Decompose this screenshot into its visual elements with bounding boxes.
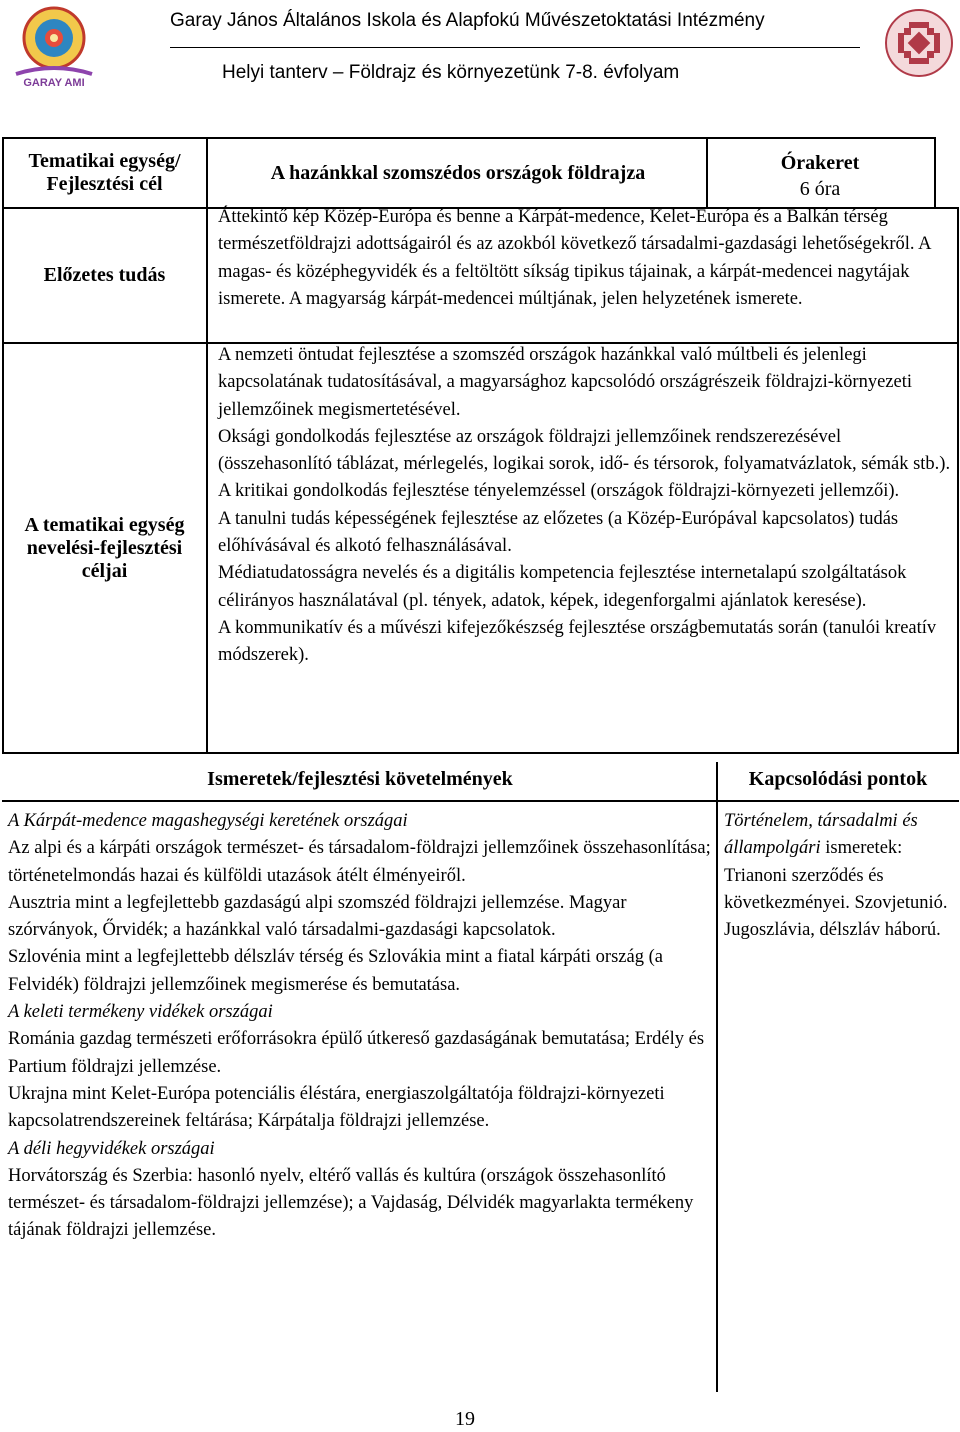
table-divider-col	[206, 137, 208, 753]
goal-paragraph: Médiatudatosságra nevelés és a digitális kompetencia fejlesztése internetalapú szolgáltatások célirányos használatával (pl. tények, adatok, képek, idegenforgalmi ajánlatok keresése).	[218, 563, 907, 611]
requirement-paragraph: Románia gazdag természeti erőforrásokra épülő útkereső gazdaságának bemutatása; Erdély és Partium földrajzi jellemzése.	[8, 1029, 705, 1077]
connections-heading: Kapcsolódási pontok	[748, 768, 928, 790]
table-border-top	[2, 137, 936, 139]
section-heading: A déli hegyvidékek országai	[8, 1138, 215, 1159]
connection-details: ismeretek: Trianoni szerződés és következményei. Szovjetunió. Jugoszlávia, délszláv háború.	[724, 838, 948, 941]
goal-paragraph: A nemzeti öntudat fejlesztése a szomszéd országok hazánkkal való múltbeli és jelenlegi kapcsolatának tudatosításával, a magyarsághoz kapcsolódó országrészeik földrajzi-környezeti jellemzőinek megismertetésével.	[218, 345, 912, 420]
req-table-header-rule	[2, 800, 959, 802]
logo-text: GARAY AMI	[23, 77, 85, 89]
table-border-right-top	[934, 137, 936, 207]
section-heading: A keleti termékeny vidékek országai	[8, 1002, 273, 1023]
header-rule	[170, 47, 860, 48]
page-header	[0, 0, 960, 100]
orakeret-value: 6 óra	[799, 178, 841, 200]
goal-paragraph: A kritikai gondolkodás fejlesztése tényelemzéssel (országok földrajzi-környezeti jellemzői).	[218, 481, 900, 502]
orakeret-cell	[706, 150, 934, 202]
connection-subject: Történelem, társadalmi és állampolgári	[724, 811, 918, 859]
requirement-paragraph: Ausztria mint a legfejlettebb gazdaságú alpi szomszéd földrajzi jellemzése. Magyar szórványok, Őrvidék; a hazánkkal való társadalmi-gazdasági kapcsolatok.	[8, 892, 627, 941]
row-label-tematikai-egyseg: Tematikai egység/ Fejlesztési cél	[28, 150, 181, 195]
orakeret-label: Órakeret	[780, 152, 860, 174]
school-name: Garay János Általános Iskola és Alapfokú Művészetoktatási Intézmény	[170, 10, 765, 31]
requirements-heading: Ismeretek/fejlesztési követelmények	[207, 768, 513, 790]
requirement-paragraph: Ukrajna mint Kelet-Európa potenciális éléstára, energiaszolgáltatója földrajzi-környezeti kapcsolatrendszereinek feltárása; Kárpátalja földrajzi jellemzése.	[8, 1083, 665, 1132]
prior-knowledge-text	[218, 204, 953, 313]
goal-paragraph: A tanulni tudás képességének fejlesztése az előzetes (a Közép-Európával kapcsolatos) tudás előhívásával és alkotó felhasználásával.	[218, 508, 899, 557]
requirement-paragraph: Szlovénia mint a legfejlettebb délszláv térség és Szlovákia mint a fiatal kárpáti ország (a Felvidék) földrajzi jellemzőinek megismerése és bemutatása.	[8, 947, 663, 995]
school-logo-left	[6, 4, 102, 90]
requirement-paragraph: Az alpi és a kárpáti országok természet- és társadalom-földrajzi jellemzőinek összehasonlítása; történetelmondás hazai és külföldi utazások átélt élményeiről.	[8, 838, 711, 886]
page-number: 19	[455, 1408, 475, 1430]
goal-paragraph: Oksági gondolkodás fejlesztése az országok földrajzi jellemzőinek rendszerezésével (összehasonlító táblázat, mérlegelés, logikai sorok, idő- és térsorok, folyamatvázlatok, sémák stb.).	[218, 426, 951, 475]
school-logo-right	[884, 8, 954, 78]
row-label-elozetes-tudas: Előzetes tudás	[43, 264, 166, 286]
topic-title: A hazánkkal szomszédos országok földrajza	[270, 162, 646, 184]
connections-body	[724, 808, 956, 944]
requirement-paragraph: Horvátország és Szerbia: hasonló nyelv, eltérő vallás és kultúra (országok összehasonlító természet- és társadalom-földrajzi jellemzése); a Vajdaság, Délvidék magyarlakta termékeny tájának földrajzi jellemzése.	[8, 1165, 694, 1241]
req-table-col-divider	[716, 762, 718, 1392]
table-border-bottom	[2, 752, 959, 754]
document-subtitle: Helyi tanterv – Földrajz és környezetünk 7-8. évfolyam	[222, 62, 680, 83]
prior-knowledge-paragraph: Áttekintő kép Közép-Európa és benne a Kárpát-medence, Kelet-Európa és a Balkán térség természetföldrajzi adottságairól és az azokból következő társadalmi-gazdasági lehetőségekről. A magas- és középhegyvidék és a feltöltött síkság tipikus tájainak, a kárpát-medencei nagytájak ismerete. A magyarság kárpát-medencei múltjának, jelen helyzetének ismerete.	[218, 207, 931, 309]
goals-text	[218, 342, 953, 670]
goal-paragraph: A kommunikatív és a művészi kifejezőkészség fejlesztése országbemutatás során (tanulói kreatív módszerek).	[218, 617, 937, 666]
requirements-body	[8, 808, 712, 1245]
section-heading: A Kárpát-medence magashegységi keretének országai	[8, 811, 408, 831]
table-border-right	[957, 207, 959, 753]
row-label-celok: A tematikai egység nevelési-fejlesztési céljai	[24, 513, 185, 582]
